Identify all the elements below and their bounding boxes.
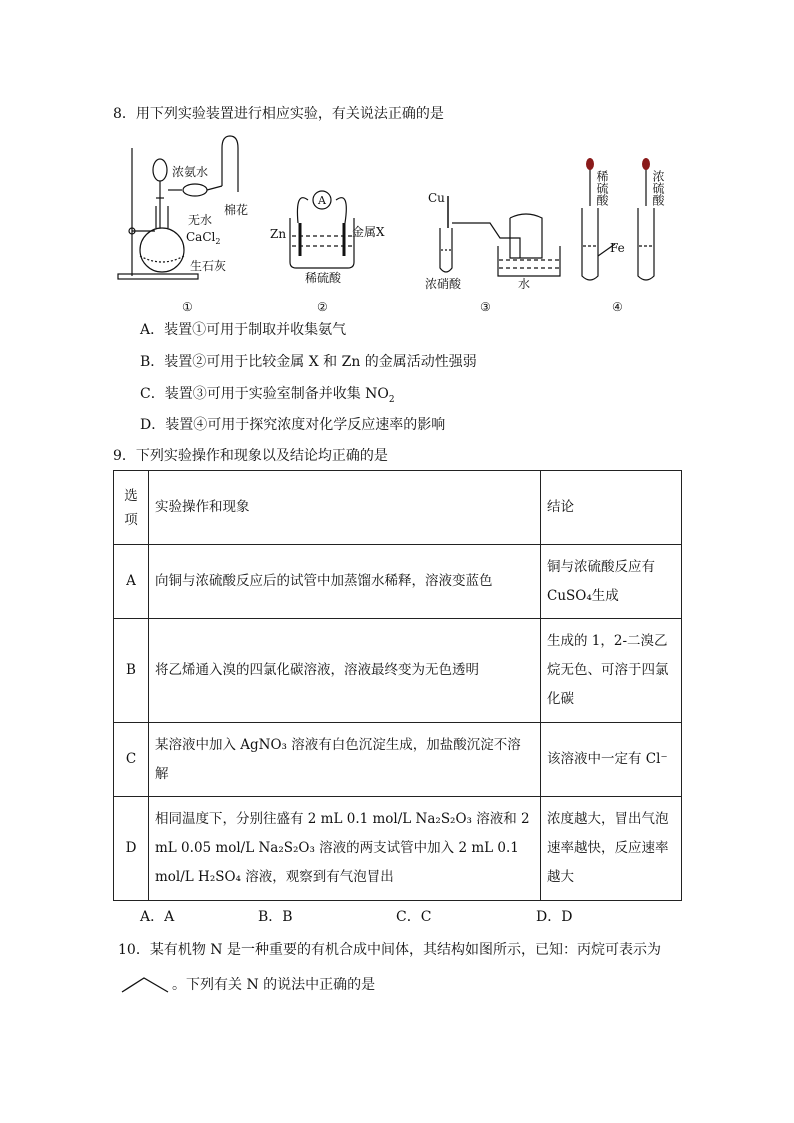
table-header-row [114, 471, 682, 545]
label-cu: Cu [428, 191, 445, 205]
row-d-conclusion: 浓度越大，冒出气泡速率越快，反应速率越大 [541, 797, 682, 901]
q9-answer-a: A．A [140, 909, 175, 925]
table-row [114, 723, 682, 797]
propane-skeletal-icon [120, 974, 170, 996]
q8-apparatus-figure [110, 128, 700, 318]
drying-tube [183, 184, 207, 196]
gas-jar [510, 214, 542, 258]
header-operation: 实验操作和现象 [149, 471, 541, 545]
ammeter-label: A [318, 194, 326, 207]
table-row [114, 545, 682, 619]
q8-option-c: C．装置③可用于实验室制备并收集 $NO_2$ [140, 386, 395, 405]
label-dilute-sulfuric-vertical: 稀硫酸 [595, 170, 609, 206]
label-num1: ① [182, 300, 193, 314]
label-conc-ammonia: 浓氨水 [172, 165, 209, 179]
q9-answer-c: C．C [396, 909, 432, 925]
row-a-operation: 向铜与浓硫酸反应后的试管中加蒸馏水稀释，溶液变蓝色 [149, 545, 541, 619]
row-c-option: C [114, 723, 149, 797]
inverted-collection-tube [222, 136, 238, 192]
row-c-operation: 某溶液中加入 AgNO₃ 溶液有白色沉淀生成，加盐酸沉淀不溶解 [149, 723, 541, 797]
label-dilute-sulfuric: 稀硫酸 [305, 271, 342, 285]
q8-option-a: A．装置①可用于制取并收集氨气 [140, 322, 347, 338]
test-tube-concentrated [638, 208, 654, 280]
label-num4: ④ [612, 300, 623, 314]
row-b-conclusion: 生成的 1，2-二溴乙烷无色、可溶于四氯化碳 [541, 619, 682, 723]
label-anhydrous: 无水 [188, 213, 213, 227]
row-d-operation: 相同温度下，分别往盛有 2 mL 0.1 mol/L Na₂S₂O₃ 溶液和 2 mL 0.05 mol/L Na₂S₂O₃ 溶液的两支试管中加入 2 mL 0.1 mol/L H₂SO₄ 溶液，观察到有气泡冒出 [149, 797, 541, 901]
q10-stem-line2: 。下列有关 N 的说法中正确的是 [172, 977, 376, 993]
q9-answer-d: D．D [536, 909, 573, 925]
stand-base [118, 274, 198, 279]
label-fe: Fe [610, 241, 625, 255]
label-cotton: 棉花 [224, 203, 249, 217]
q9-answer-b: B．B [258, 909, 293, 925]
row-a-conclusion: 铜与浓硫酸反应有CuSO₄生成 [541, 545, 682, 619]
label-cacl2: CaCl$_2$ [186, 230, 221, 246]
label-water: 水 [518, 277, 531, 291]
label-metal-x: 金属X [352, 225, 385, 239]
test-tube-dilute [582, 208, 598, 280]
row-b-option: B [114, 619, 149, 723]
label-conc-sulfuric-vertical: 浓硫酸 [651, 170, 665, 206]
dropper-bulb-left [586, 158, 594, 170]
q8-option-d: D．装置④可用于探究浓度对化学反应速率的影响 [140, 417, 446, 433]
q8-option-b: B．装置②可用于比较金属 X 和 Zn 的金属活动性强弱 [140, 354, 477, 370]
row-d-option: D [114, 797, 149, 901]
row-a-option: A [114, 545, 149, 619]
label-conc-nitric: 浓硝酸 [425, 277, 462, 291]
separatory-funnel [153, 159, 167, 181]
label-num2: ② [317, 300, 328, 314]
header-conclusion: 结论 [541, 471, 682, 545]
label-quicklime: 生石灰 [190, 259, 227, 273]
q9-stem: 9．下列实验操作和现象以及结论均正确的是 [113, 448, 388, 464]
dropper-bulb-right [642, 158, 650, 170]
row-c-conclusion: 该溶液中一定有 Cl⁻ [541, 723, 682, 797]
header-option: 选项 [114, 471, 149, 545]
q10-stem-line1: 10．某有机物 N 是一种重要的有机合成中间体，其结构如图所示，已知：丙烷可表示为 [118, 942, 661, 958]
table-row [114, 797, 682, 901]
q9-table [113, 470, 682, 901]
row-b-operation: 将乙烯通入溴的四氯化碳溶液，溶液最终变为无色透明 [149, 619, 541, 723]
label-zn: Zn [270, 227, 287, 241]
q8-stem: 8．用下列实验装置进行相应实验，有关说法正确的是 [113, 106, 444, 122]
table-row [114, 619, 682, 723]
round-bottom-flask [140, 228, 184, 272]
water-trough [498, 246, 560, 276]
label-num3: ③ [480, 300, 491, 314]
